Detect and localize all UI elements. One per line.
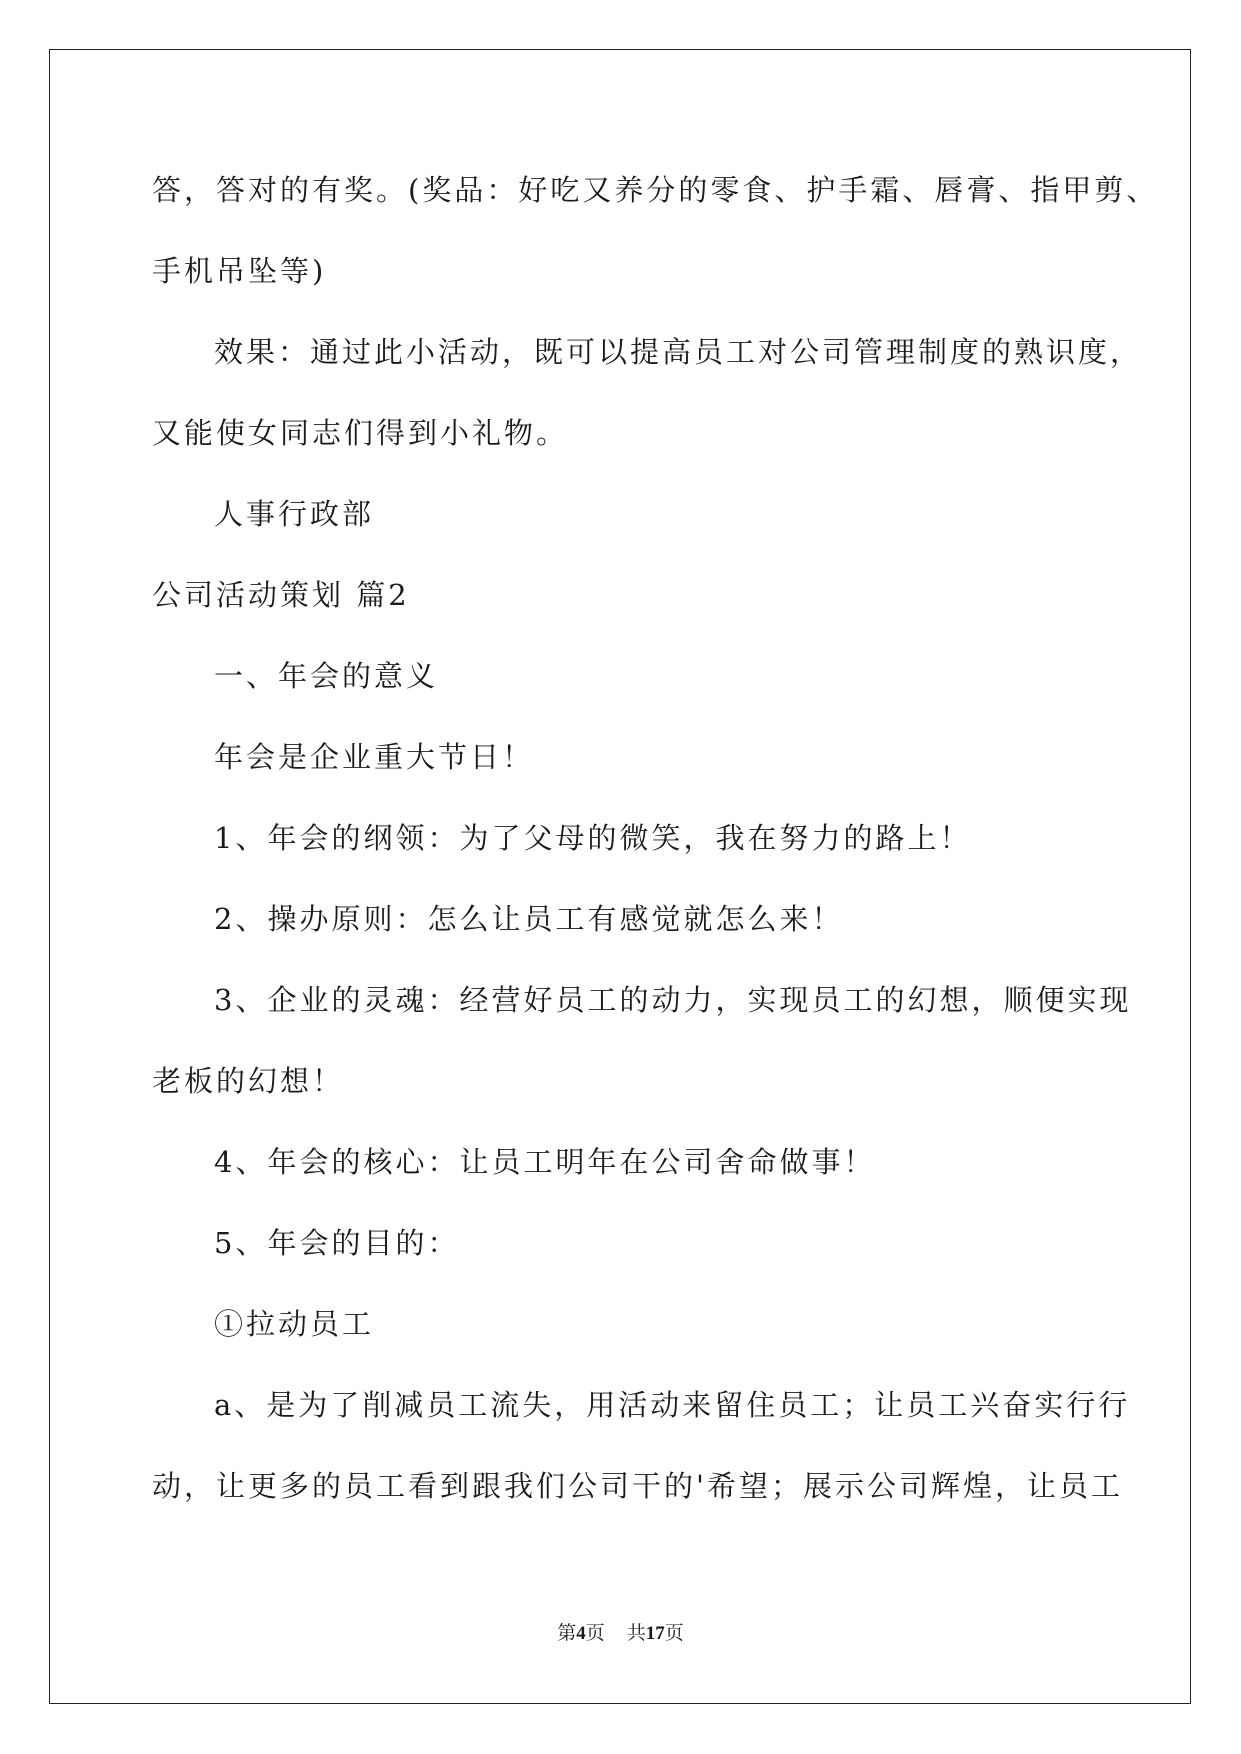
paragraph-line: 又能使女同志们得到小礼物。 [152, 416, 569, 450]
sub-list-item: ①拉动员工 [214, 1307, 375, 1341]
total-page-count: 17 [645, 1623, 665, 1644]
current-page-number: 4 [576, 1623, 586, 1644]
subheading: 一、年会的意义 [214, 659, 439, 693]
page-footer [0, 1618, 1241, 1645]
paragraph-line: 年会是企业重大节日！ [214, 740, 535, 774]
footer-total-prefix: 共 [626, 1623, 646, 1644]
paragraph-line: 效果：通过此小活动，既可以提高员工对公司管理制度的熟识度， [214, 335, 1143, 369]
document-body [152, 150, 1159, 1527]
list-item: 4、年会的核心：让员工明年在公司舍命做事！ [214, 1145, 876, 1179]
list-item-continuation: 老板的幻想！ [152, 1064, 345, 1098]
list-item: 2、操办原则：怎么让员工有感觉就怎么来！ [214, 902, 844, 936]
paragraph-line: a、是为了削减员工流失，用活动来留住员工；让员工兴奋实行行 [214, 1388, 1131, 1422]
paragraph-line: 动，让更多的员工看到跟我们公司干的'希望；展示公司辉煌，让员工 [152, 1469, 1123, 1503]
section-heading: 公司活动策划 篇2 [152, 578, 410, 612]
paragraph-line: 手机吊坠等) [152, 254, 327, 288]
list-item: 5、年会的目的： [214, 1226, 460, 1260]
footer-page-suffix: 页 [585, 1623, 605, 1644]
footer-prefix: 第 [557, 1623, 577, 1644]
list-item: 1、年会的纲领：为了父母的微笑，我在努力的路上！ [214, 821, 972, 855]
footer-total-suffix: 页 [664, 1623, 684, 1644]
department-signature: 人事行政部 [214, 497, 375, 531]
list-item: 3、企业的灵魂：经营好员工的动力，实现员工的幻想，顺便实现 [214, 983, 1132, 1017]
paragraph-line: 答，答对的有奖。(奖品：好吃又养分的零食、护手霜、唇膏、指甲剪、 [152, 173, 1159, 207]
